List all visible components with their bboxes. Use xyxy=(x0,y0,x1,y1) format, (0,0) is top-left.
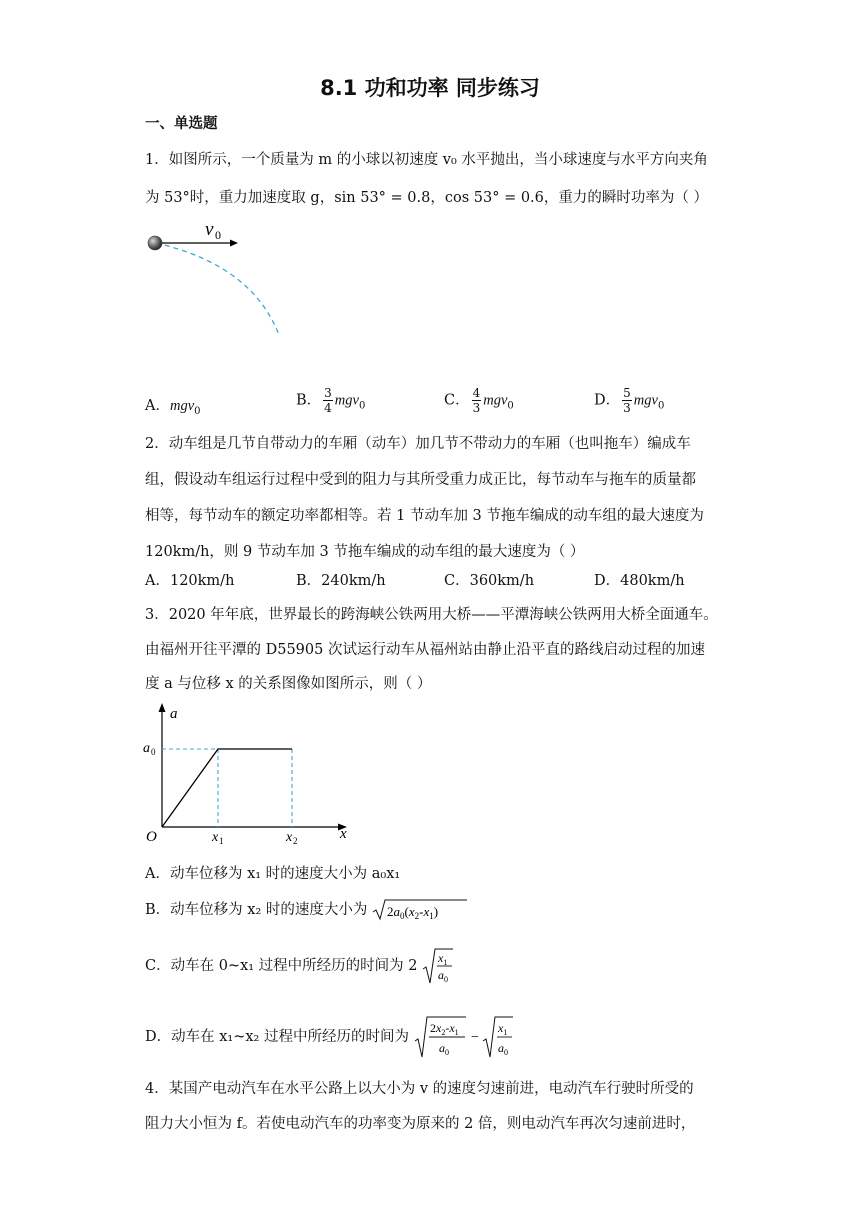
svg-text:−: − xyxy=(470,1030,479,1045)
q1-option-b[interactable]: B． $\frac{3}{4}$ mgv$_0$ xyxy=(296,386,366,415)
y-axis-arrow xyxy=(159,703,166,712)
q3-option-c[interactable]: C．动车在 0~x₁ 过程中所经历的时间为 2 $x_1$ $a_0$ xyxy=(145,947,454,985)
q1-projectile-figure xyxy=(140,215,300,345)
x2-label: x xyxy=(286,830,293,845)
origin-label: O xyxy=(146,829,157,845)
q1-line-2: 为 53°时，重力加速度取 g，sin 53° = 0.8，cos 53° = 0.6，重力的瞬时功率为（ ） xyxy=(145,190,708,206)
q4-line-1: 4．某国产电动汽车在水平公路上以大小为 v 的速度匀速前进，电动汽车行驶时所受的 xyxy=(145,1081,694,1097)
a0-label: a xyxy=(143,741,150,756)
q2-line-4: 120km/h，则 9 节动车加 3 节拖车编成的动车组的最大速度为（ ） xyxy=(145,544,585,560)
svg-text:a0: $a_0$ xyxy=(438,968,449,984)
svg-text:a0: $a_0$ xyxy=(497,1041,508,1057)
svg-text:a0: $a_0$ xyxy=(438,1041,449,1057)
q1-option-c[interactable]: C． $\frac{4}{3}$ mgv$_0$ xyxy=(444,386,514,415)
q4-line-2: 阻力大小恒为 f。若使电动汽车的功率变为原来的 2 倍，则电动汽车再次匀速前进时， xyxy=(145,1116,696,1132)
q3-option-d[interactable]: D．动车在 x₁~x₂ 过程中所经历的时间为 $2x_2-x_1$ $a_0$ − $x_1$ $a_0$ xyxy=(145,1015,514,1059)
trajectory-curve xyxy=(156,243,279,335)
sqrt-b xyxy=(372,898,468,922)
q1-line-1: 1．如图所示，一个质量为 m 的小球以初速度 v₀ 水平抛出，当小球速度与水平方向夹角 xyxy=(145,152,708,168)
x1-label: x xyxy=(212,830,219,845)
svg-text:2a0(x2-x1): $2a_0(x_2-x_1)$ xyxy=(386,904,439,921)
sqrt-c xyxy=(422,947,454,985)
q2-line-1: 2．动车组是几节自带动力的车厢（动车）加几节不带动力的车厢（也叫拖车）编成车 xyxy=(145,436,691,452)
q2-option-a[interactable]: A．120km/h xyxy=(145,573,235,589)
v0-subscript: 0 xyxy=(215,228,221,242)
x-axis-label: x xyxy=(340,826,347,842)
q3-line-2: 由福州开往平潭的 D55905 次试运行动车从福州站由静止沿平直的路线启动过程的加速 xyxy=(145,642,705,658)
svg-text:1: 1 xyxy=(219,836,224,845)
svg-text:0: 0 xyxy=(151,747,156,757)
q2-line-3: 相等，每节动车的额定功率都相等。若 1 节动车加 3 节拖车编成的动车组的最大速度为 xyxy=(145,508,704,524)
q2-line-2: 组，假设动车组运行过程中受到的阻力与其所受重力成正比，每节动车与拖车的质量都 xyxy=(145,472,696,488)
svg-text:2: 2 xyxy=(293,836,298,845)
y-axis-label: a xyxy=(170,706,178,722)
q2-option-d[interactable]: D．480km/h xyxy=(594,573,685,589)
a-x-curve xyxy=(162,749,292,827)
q3-option-b[interactable]: B．动车位移为 x₂ 时的速度大小为 $2a_0(x_2-x_1)$ xyxy=(145,898,468,922)
velocity-arrow-head xyxy=(230,240,238,247)
ball xyxy=(148,236,162,250)
q3-line-1: 3．2020 年年底，世界最长的跨海峡公铁两用大桥——平潭海峡公铁两用大桥全面通车。 xyxy=(145,607,718,623)
section-heading: 一、单选题 xyxy=(145,116,218,132)
sqrt-d xyxy=(414,1015,514,1059)
svg-text:2x2-x1: $2x_2-x_1$ xyxy=(429,1021,459,1037)
q3-acceleration-graph xyxy=(140,700,360,845)
q2-option-b[interactable]: B．240km/h xyxy=(296,573,386,589)
q3-option-a[interactable]: A．动车位移为 x₁ 时的速度大小为 a₀x₁ xyxy=(145,866,401,882)
q2-option-c[interactable]: C．360km/h xyxy=(444,573,535,589)
q1-option-a[interactable]: A．mgv$_0$ xyxy=(145,398,201,417)
page-title: 8.1 功和功率 同步练习 xyxy=(320,76,540,100)
v0-label: v xyxy=(205,219,214,240)
q3-line-3: 度 a 与位移 x 的关系图像如图所示，则（ ） xyxy=(145,676,432,692)
q1-option-d[interactable]: D． $\frac{5}{3}$ mgv$_0$ xyxy=(594,386,665,415)
svg-text:x1: $x_1$ xyxy=(497,1021,507,1037)
svg-text:x1: $x_1$ xyxy=(438,951,448,967)
